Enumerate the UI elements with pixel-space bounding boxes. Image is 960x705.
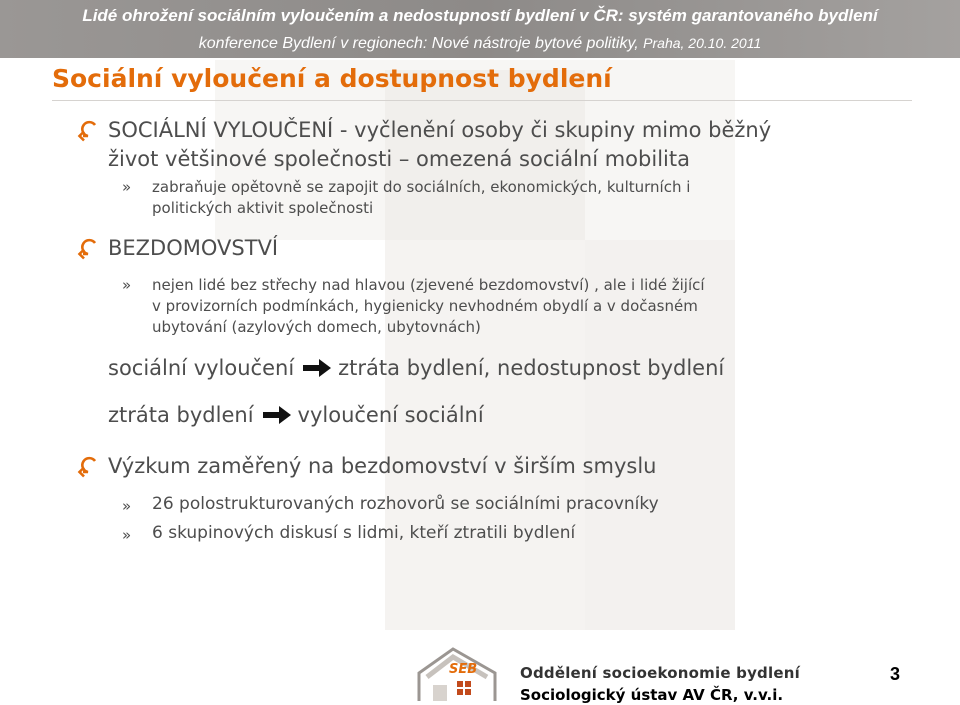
right-arrow-icon (302, 358, 332, 378)
bullet-marker: » (122, 178, 132, 196)
page-number: 3 (890, 664, 901, 684)
footer-institute: Sociologický ústav AV ČR, v.v.i. (520, 686, 784, 704)
slide-title: Sociální vyloučení a dostupnost bydlení (52, 64, 612, 93)
right-arrow-icon (262, 405, 292, 425)
heading-line: Výzkum zaměřený na bezdomovství v širším smyslu (108, 454, 657, 478)
relation-housing-loss-to-exclusion (108, 401, 484, 430)
relation-left: sociální vyloučení (108, 356, 295, 380)
bullet-item (122, 177, 691, 219)
relation-right: vyloučení sociální (297, 403, 484, 427)
seb-logo (413, 643, 501, 703)
section-heading-homelessness (108, 234, 278, 263)
heading-line: život většinové společnosti – omezená sociální mobilita (108, 147, 690, 171)
conference-subtitle (0, 35, 960, 53)
relation-exclusion-to-housing-loss (108, 354, 724, 383)
bullet-line: 26 polostrukturovaných rozhovorů se sociálními pracovníky (152, 494, 659, 514)
bullet-line: ubytování (azylových domech, ubytovnách) (152, 318, 481, 336)
conference-topic: Lidé ohrožení sociálním vyloučením a nedostupností bydlení v ČR: systém garantovaného bydlení (82, 6, 878, 25)
curved-arrow-icon (77, 234, 99, 263)
bullet-marker: » (122, 526, 132, 544)
heading-line: BEZDOMOVSTVÍ (108, 236, 279, 260)
relation-left: ztráta bydlení (108, 403, 254, 427)
conference-place-date: Praha, 20.10. 2011 (643, 35, 762, 51)
heading-line: SOCIÁLNÍ VYLOUČENÍ - vyčlenění osoby či skupiny mimo běžný (108, 118, 772, 142)
bullet-item (122, 275, 705, 338)
bullet-line: zabraňuje opětovně se zapojit do sociálních, ekonomických, kulturních i (152, 178, 691, 196)
conference-name: konference Bydlení v regionech: Nové nástroje bytové politiky, (198, 35, 639, 52)
curved-arrow-icon (77, 452, 99, 481)
header-band (0, 0, 960, 58)
bullet-line: nejen lidé bez střechy nad hlavou (zjevené bezdomovství) , ale i lidé žijící (152, 276, 705, 294)
bullet-item (122, 521, 576, 545)
bullet-line: 6 skupinových diskusí s lidmi, kteří ztratili bydlení (152, 523, 576, 543)
bullet-item (122, 492, 659, 516)
bullet-marker: » (122, 497, 132, 515)
relation-right: ztráta bydlení, nedostupnost bydlení (338, 356, 725, 380)
bullet-line: v provizorních podmínkách, hygienicky nevhodném obydlí a v dočasném (152, 297, 698, 315)
footer-department: Oddělení socioekonomie bydlení (520, 664, 800, 682)
bullet-line: politických aktivit společnosti (152, 199, 374, 217)
section-heading-research (108, 452, 656, 481)
section-heading-social-exclusion (108, 116, 771, 174)
curved-arrow-icon (77, 116, 99, 145)
bullet-marker: » (122, 276, 132, 294)
title-divider (52, 100, 912, 101)
logo-text: SEB (449, 662, 478, 677)
